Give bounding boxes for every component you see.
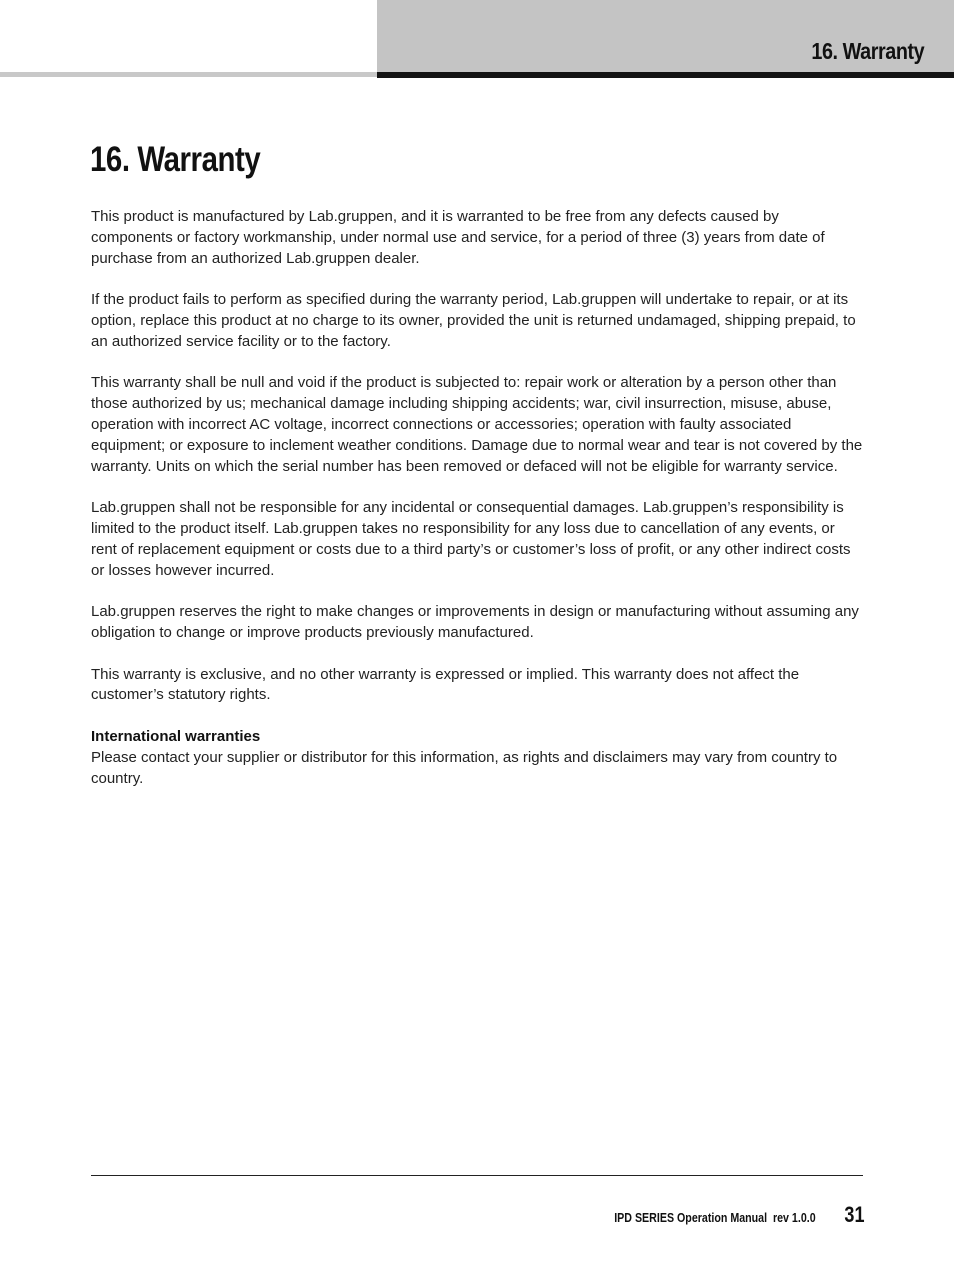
warranty-body [91, 207, 863, 810]
header-rule-left [0, 72, 377, 77]
paragraph-repair-replace: If the product fails to perform as specified during the warranty period, Lab.gruppen will undertake to repair, or at its option, replace this product at no charge to its owner, provided the unit is returned undamaged, shipping prepaid, to an authorized service facility or to the factory. [91, 291, 856, 350]
paragraph-exclusive: This warranty is exclusive, and no other warranty is expressed or implied. This warranty does not affect the customer’s statutory rights. [91, 665, 800, 704]
paragraph-warranty-terms: This product is manufactured by Lab.gruppen, and it is warranted to be free from any defects caused by components or factory workmanship, under normal use and service, for a period of three (3) years from date of purchase from an authorized Lab.gruppen dealer. [91, 208, 825, 267]
footer-rule [91, 1175, 863, 1176]
footer-manual-title: IPD SERIES Operation Manual rev 1.0.0 [614, 1210, 816, 1225]
paragraph-changes: Lab.gruppen reserves the right to make changes or improvements in design or manufacturing without assuming any obligation to change or improve products previously manufactured. [91, 603, 859, 641]
paragraph-void-conditions: This warranty shall be null and void if the product is subjected to: repair work or alteration by a person other than those authorized by us; mechanical damage including shipping accidents; war, civil insurrection, misuse, abuse, operation with incorrect AC voltage, incorrect connections or accessories; operation with faulty associated equipment; or exposure to inclement weather conditions. Damage due to normal wear and tear is not covered by the warranty. Units on which the serial number has been removed or defaced will not be eligible for warranty service. [91, 374, 863, 475]
page-number: 31 [843, 1202, 864, 1227]
header-rule-right [377, 72, 954, 78]
running-header-title: 16. Warranty [811, 38, 924, 64]
page-title: 16. Warranty [90, 140, 261, 179]
paragraph-liability: Lab.gruppen shall not be responsible for any incidental or consequential damages. Lab.gruppen’s responsibility is limited to the product itself. Lab.gruppen takes no responsibility for any loss due to cancellation of any events, or rent of replacement equipment or costs due to a third party’s or customer’s loss of profit, or any other indirect costs or losses however incurred. [91, 499, 851, 579]
international-text: Please contact your supplier or distributor for this information, as rights and disclaimers may vary from country to country. [91, 748, 838, 787]
international-heading: International warranties [91, 727, 261, 745]
